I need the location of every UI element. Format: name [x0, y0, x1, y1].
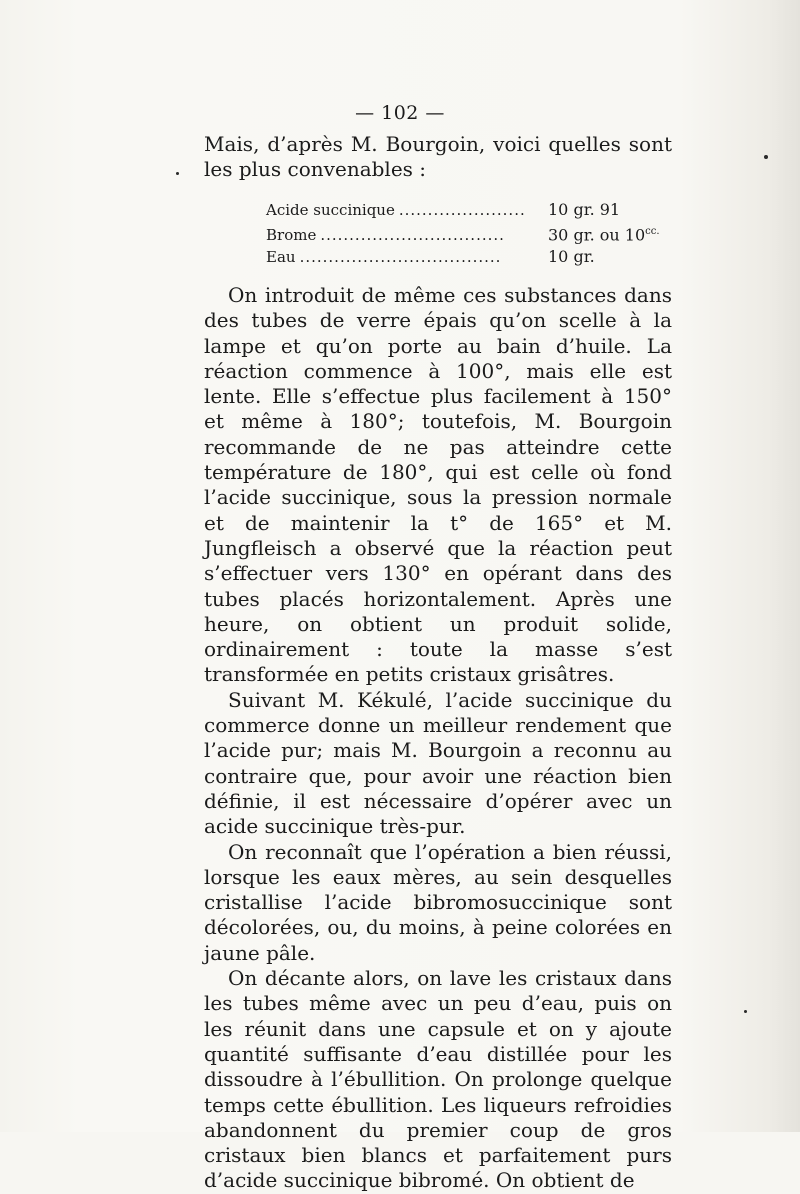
intro-paragraph: Mais, d’après M. Bourgoin, voici quelles sont les plus convenables : [204, 132, 672, 182]
intro-text [204, 132, 672, 183]
ingredient-quantity-wrap [548, 221, 660, 246]
paragraph-success: On reconnaît que l’opération a bien réussi, lorsque les eaux mères, au sein desquelles cristallise l’acide bibromosuccinique sont décolorées, ou, du moins, à peine colorées en jaune pâle. [204, 839, 672, 965]
recipe-row [266, 221, 660, 246]
body-text [204, 283, 672, 1194]
leader-dots: ................................... [299, 248, 502, 267]
recipe-row [266, 246, 626, 268]
ink-speck [176, 172, 179, 175]
ingredient-name: Brome [266, 226, 317, 245]
quantity-unit-superscript: cc. [645, 226, 660, 237]
leader-dots: ................................ [320, 226, 505, 245]
recipe-table [266, 199, 660, 268]
paragraph-kekule: Suivant M. Kékulé, l’acide succinique du commerce donne un meilleur rendement que l’acide pur; mais M. Bourgoin a reconnu au contraire que, pour avoir une réaction bien définie, il est nécessaire d’opérer avec un acide succinique très-pur. [204, 687, 672, 839]
recipe-row [266, 199, 626, 221]
ink-speck [744, 1010, 747, 1013]
page-number: — 102 — [355, 102, 445, 124]
ingredient-quantity: 30 gr. ou 10 [548, 225, 646, 245]
leader-dots: ...................... [398, 201, 526, 219]
ingredient-name: Acide succinique [266, 201, 395, 219]
ingredient-quantity: 10 gr. [548, 247, 595, 267]
paragraph-reaction: On introduit de même ces substances dans des tubes de verre épais qu’on scelle à la lampe et qu’on porte au bain d’huile. La réaction commence à 100°, mais elle est lente. Elle s’effectue plus facilement à 150° et même à 180°; toutefois, M. Bourgoin recommande de ne pas atteindre cette température de 180°, qui est celle où fond l’acide succinique, sous la pression normale et de maintenir la t° de 165° et M. Jungfleisch a observé que la réaction peut s’effectuer vers 130° en opérant dans des tubes placés horizontalement. Après une heure, on obtient un produit solide, ordinairement : toute la masse s’est transformée en petits cristaux grisâtres. [204, 283, 672, 687]
ingredient-name: Eau [266, 248, 296, 267]
ink-speck [764, 155, 768, 159]
ingredient-quantity: 10 gr. 91 [548, 200, 621, 219]
paragraph-decant: On décante alors, on lave les cristaux dans les tubes même avec un peu d’eau, puis on les réunit dans une capsule et on y ajoute quantité suffisante d’eau distillée pour les dissoudre à l’ébullition. On prolonge quelque temps cette ébullition. Les liqueurs refroidies abandonnent du premier coup de gros cristaux bien blancs et parfaitement purs d’acide succinique bibromé. On obtient de [204, 966, 672, 1193]
